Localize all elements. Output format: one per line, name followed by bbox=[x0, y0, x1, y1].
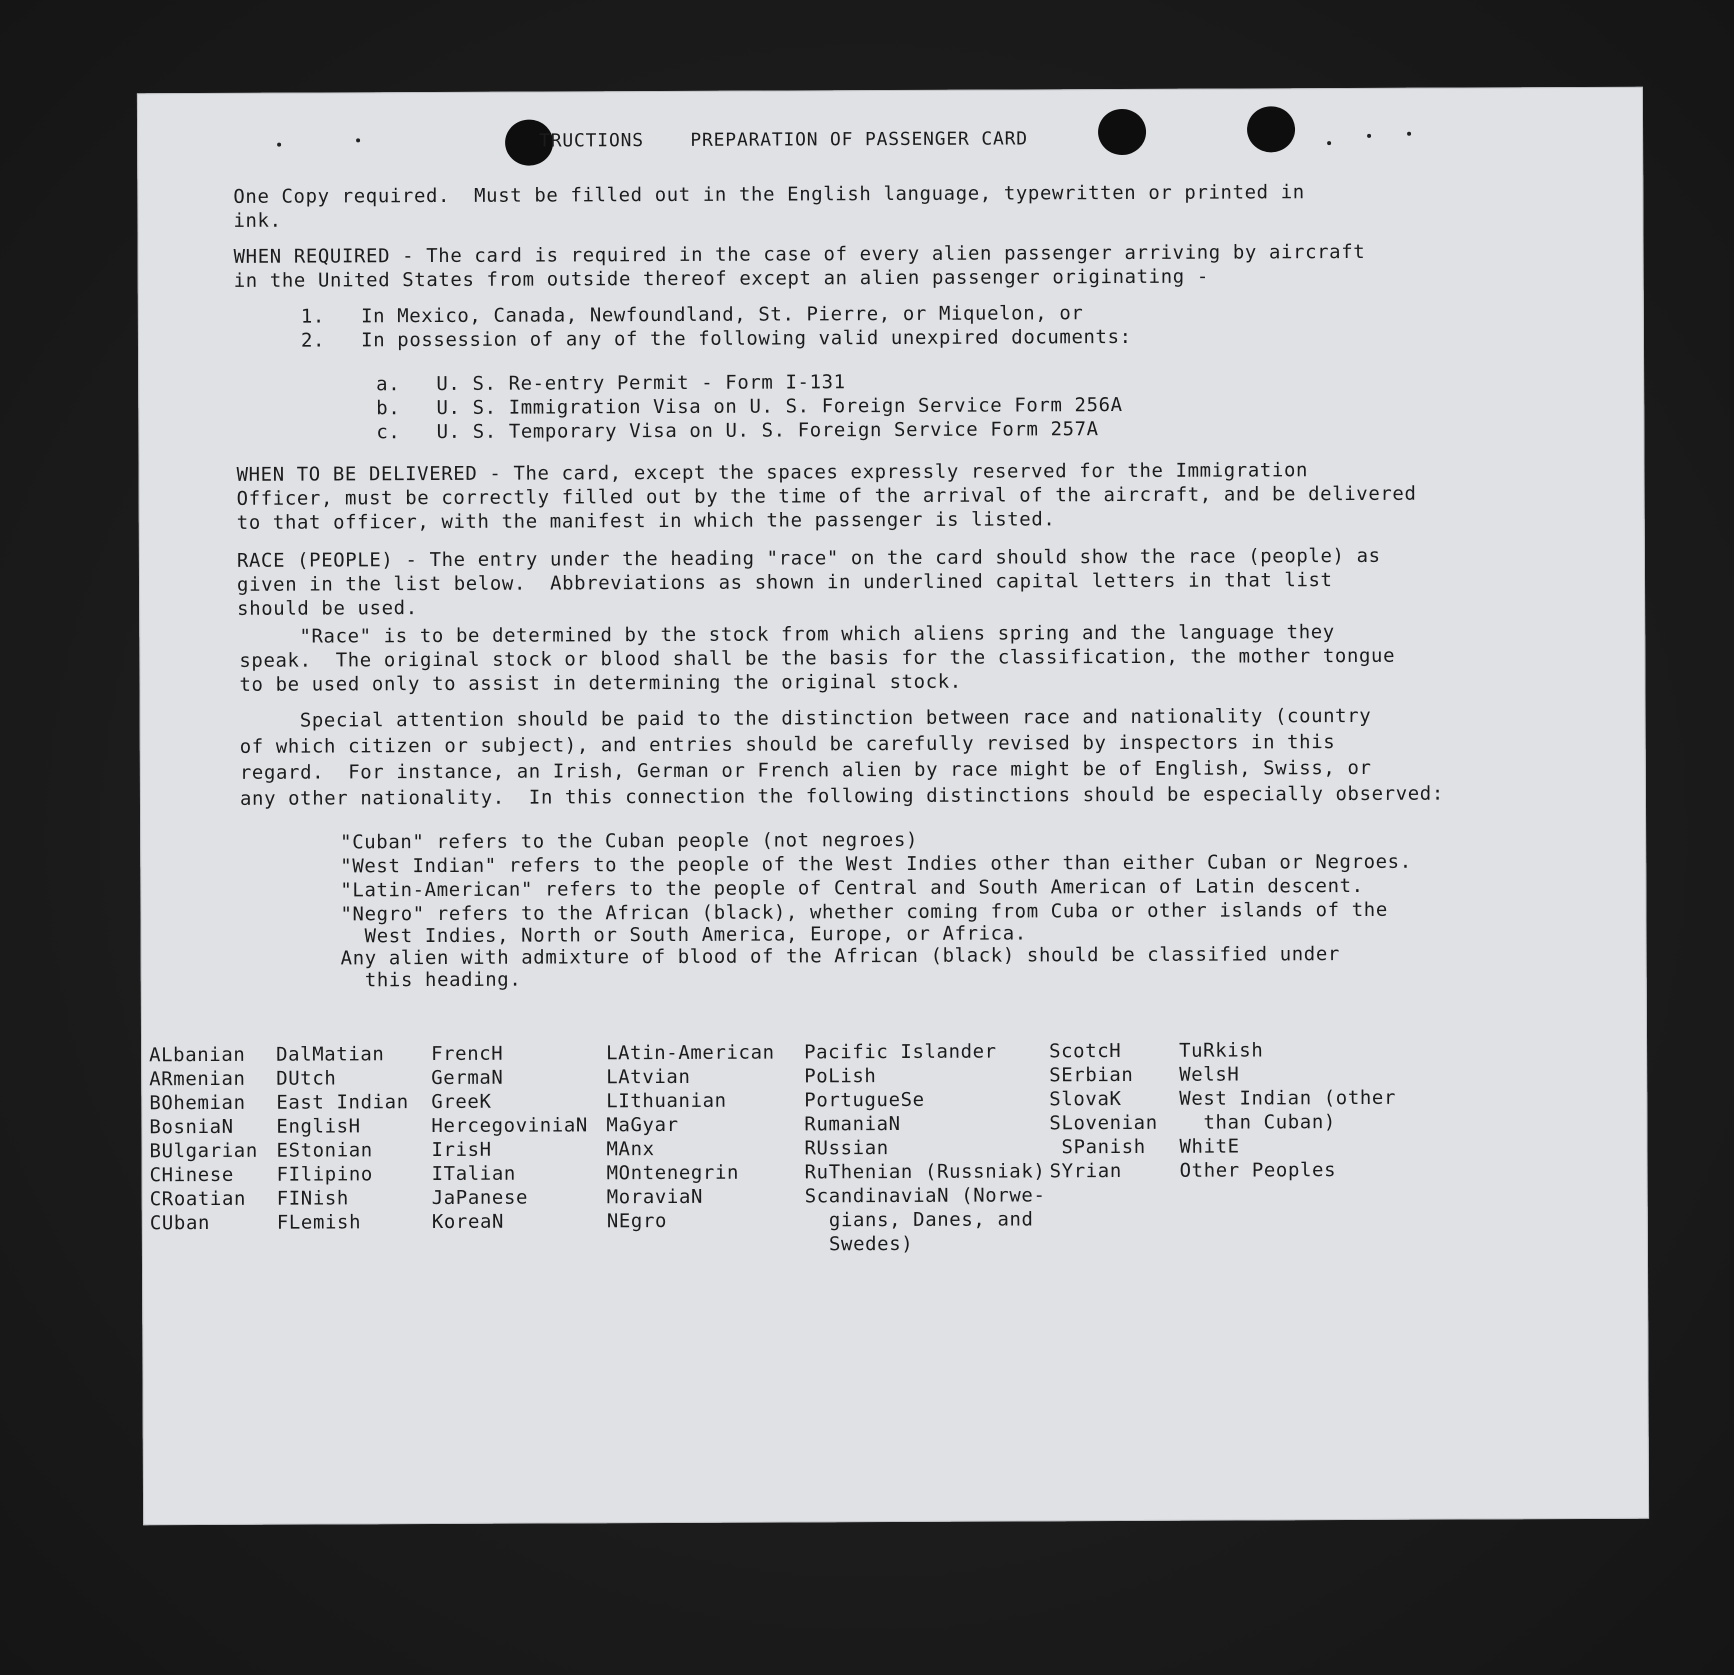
race-entry: ITalian bbox=[431, 1162, 516, 1186]
document-item-b: b. U. S. Immigration Visa on U. S. Foreign Service Form 256A bbox=[376, 393, 1123, 420]
race-entry: IrisH bbox=[431, 1138, 492, 1162]
race-entry: MAnx bbox=[606, 1138, 655, 1161]
numbered-item-2: 2. In possession of any of the following valid unexpired documents: bbox=[300, 325, 1132, 352]
numbered-item-1: 1. In Mexico, Canada, Newfoundland, St. Pierre, or Miquelon, or bbox=[300, 302, 1084, 328]
race-entry: RuThenian (Russniak) bbox=[804, 1160, 1046, 1184]
race-entry: JaPanese bbox=[431, 1186, 529, 1210]
race-entry: DalMatian bbox=[276, 1043, 385, 1066]
dust-speck bbox=[356, 138, 360, 142]
distinction-negro-line-1: "Negro" refers to the African (black), whether coming from Cuba or other islands of the bbox=[340, 898, 1388, 926]
race-entry: CRoatian bbox=[149, 1187, 247, 1211]
distinction-west-indian: "West Indian" refers to the people of the West Indies other than either Cuban or Negroes. bbox=[340, 850, 1412, 878]
document-item-c: c. U. S. Temporary Visa on U. S. Foreign Service Form 257A bbox=[376, 418, 1099, 444]
race-entry: HercegoviniaN bbox=[431, 1114, 588, 1138]
race-entry: WelsH bbox=[1179, 1063, 1240, 1086]
race-column-4 bbox=[606, 1041, 775, 1234]
race-column-3 bbox=[431, 1041, 588, 1234]
distinction-admixture-line-1: Any alien with admixture of blood of the African (black) should be classified under bbox=[340, 943, 1340, 970]
race-entry: gians, Danes, and bbox=[804, 1208, 1034, 1232]
race-entry: LAtvian bbox=[606, 1065, 691, 1089]
distinction-cuban: "Cuban" refers to the Cuban people (not negroes) bbox=[340, 828, 919, 854]
race-entry: SPanish bbox=[1049, 1135, 1146, 1159]
race-column-1 bbox=[149, 1043, 258, 1235]
race-entry: East Indian bbox=[276, 1091, 409, 1114]
race-list bbox=[141, 1037, 1648, 1264]
race-entry: NEgro bbox=[606, 1209, 668, 1233]
race-entry: FINish bbox=[276, 1187, 349, 1210]
race-entry: ScandinaviaN (Norwe- bbox=[804, 1184, 1046, 1208]
race-entry: BOhemian bbox=[149, 1091, 246, 1115]
race-entry: SErbian bbox=[1049, 1063, 1134, 1087]
race-column-6 bbox=[1049, 1039, 1158, 1183]
when-delivered-line-1: WHEN TO BE DELIVERED - The card, except the spaces expressly reserved for the Immigration bbox=[236, 459, 1309, 486]
special-attention-line-2: of which citizen or subject), and entries should be carefully revised by inspectors in this bbox=[239, 731, 1336, 758]
race-entry: DUtch bbox=[276, 1067, 337, 1090]
race-entry: FLemish bbox=[276, 1211, 362, 1234]
race-entry: Swedes) bbox=[804, 1232, 914, 1256]
race-entry: LAtin-American bbox=[606, 1041, 775, 1065]
race-entry: GreeK bbox=[431, 1090, 492, 1114]
race-entry: KoreaN bbox=[431, 1210, 505, 1234]
when-required-line-1: WHEN REQUIRED - The card is required in the case of every alien passenger arriving by aircraft bbox=[233, 240, 1366, 268]
dust-speck bbox=[1327, 141, 1331, 145]
race-para-line-1: RACE (PEOPLE) - The entry under the heading "race" on the card should show the race (people) as bbox=[236, 544, 1381, 572]
race-entry: RUssian bbox=[804, 1137, 889, 1160]
race-entry: MoraviaN bbox=[606, 1185, 704, 1209]
race-entry: LIthuanian bbox=[606, 1089, 727, 1113]
distinction-negro-line-2: West Indies, North or South America, Europe, or Africa. bbox=[340, 922, 1027, 948]
race-entry: MaGyar bbox=[606, 1113, 679, 1137]
race-definition-line-2: speak. The original stock or blood shall be the basis for the classification, the mother tongue bbox=[239, 644, 1396, 672]
race-entry: ScotcH bbox=[1049, 1040, 1122, 1063]
race-entry: PortugueSe bbox=[804, 1088, 925, 1112]
dust-speck bbox=[277, 143, 281, 147]
race-entry: FrencH bbox=[431, 1042, 504, 1066]
document-item-a: a. U. S. Re-entry Permit - Form I-131 bbox=[376, 371, 846, 396]
race-entry: SYrian bbox=[1049, 1160, 1122, 1183]
race-entry: WhitE bbox=[1179, 1135, 1240, 1158]
race-entry: BosniaN bbox=[149, 1115, 234, 1139]
copy-note-line-1: One Copy required. Must be filled out in the English language, typewritten or printed in bbox=[233, 181, 1305, 208]
punch-hole-right bbox=[1247, 106, 1295, 152]
special-attention-line-1: Special attention should be paid to the distinction between race and nationality (country bbox=[239, 704, 1372, 732]
page-title: TRUCTIONS PREPARATION OF PASSENGER CARD bbox=[539, 128, 1028, 152]
special-attention-line-3: regard. For instance, an Irish, German or French alien by race might be of English, Swiss, or bbox=[239, 756, 1372, 784]
race-entry: ALbanian bbox=[149, 1043, 246, 1067]
race-entry: than Cuban) bbox=[1179, 1111, 1336, 1134]
when-delivered-line-3: to that officer, with the manifest in which the passenger is listed. bbox=[236, 508, 1056, 534]
race-entry: MOntenegrin bbox=[606, 1161, 740, 1185]
race-entry: FIlipino bbox=[276, 1163, 373, 1186]
race-entry: RumaniaN bbox=[804, 1112, 901, 1136]
race-definition-line-1: "Race" is to be determined by the stock from which aliens spring and the language they bbox=[239, 621, 1335, 648]
race-entry: BUlgarian bbox=[149, 1139, 258, 1163]
race-entry: SLovenian bbox=[1049, 1111, 1158, 1135]
race-entry: GermaN bbox=[431, 1066, 504, 1090]
race-entry: Other Peoples bbox=[1179, 1159, 1337, 1182]
when-delivered-line-2: Officer, must be correctly filled out by the time of the arrival of the aircraft, and be delivered bbox=[236, 482, 1417, 510]
race-entry: ARmenian bbox=[149, 1067, 246, 1091]
race-entry: SlovaK bbox=[1049, 1088, 1122, 1111]
dust-speck bbox=[1367, 134, 1371, 138]
copy-note-line-2: ink. bbox=[233, 209, 282, 232]
race-entry: CUban bbox=[149, 1211, 211, 1235]
when-required-line-2: in the United States from outside thereof except an alien passenger originating - bbox=[233, 265, 1209, 292]
race-column-7 bbox=[1179, 1038, 1396, 1183]
race-entry: EnglisH bbox=[276, 1115, 361, 1138]
race-column-5 bbox=[804, 1039, 1046, 1256]
race-entry: West Indian (other bbox=[1179, 1086, 1397, 1110]
distinction-admixture-line-2: this heading. bbox=[340, 968, 522, 992]
race-column-2 bbox=[276, 1042, 409, 1235]
race-entry: EStonian bbox=[276, 1139, 373, 1162]
dust-speck bbox=[1407, 132, 1411, 136]
race-para-line-2: given in the list below. Abbreviations as shown in underlined capital letters in that list bbox=[236, 569, 1333, 596]
document-page bbox=[137, 87, 1649, 1526]
race-definition-line-3: to be used only to assist in determining the original stock. bbox=[239, 670, 962, 696]
race-entry: TuRkish bbox=[1179, 1039, 1264, 1062]
race-entry: Pacific Islander bbox=[804, 1040, 997, 1064]
race-entry: PoLish bbox=[804, 1065, 877, 1088]
race-para-line-3: should be used. bbox=[237, 597, 418, 620]
punch-hole-center bbox=[1098, 109, 1146, 155]
distinction-latin-american: "Latin-American" refers to the people of Central and South American of Latin descent. bbox=[340, 874, 1364, 902]
special-attention-line-4: any other nationality. In this connection the following distinctions should be especially observed: bbox=[239, 782, 1444, 810]
race-entry: CHinese bbox=[149, 1163, 234, 1187]
